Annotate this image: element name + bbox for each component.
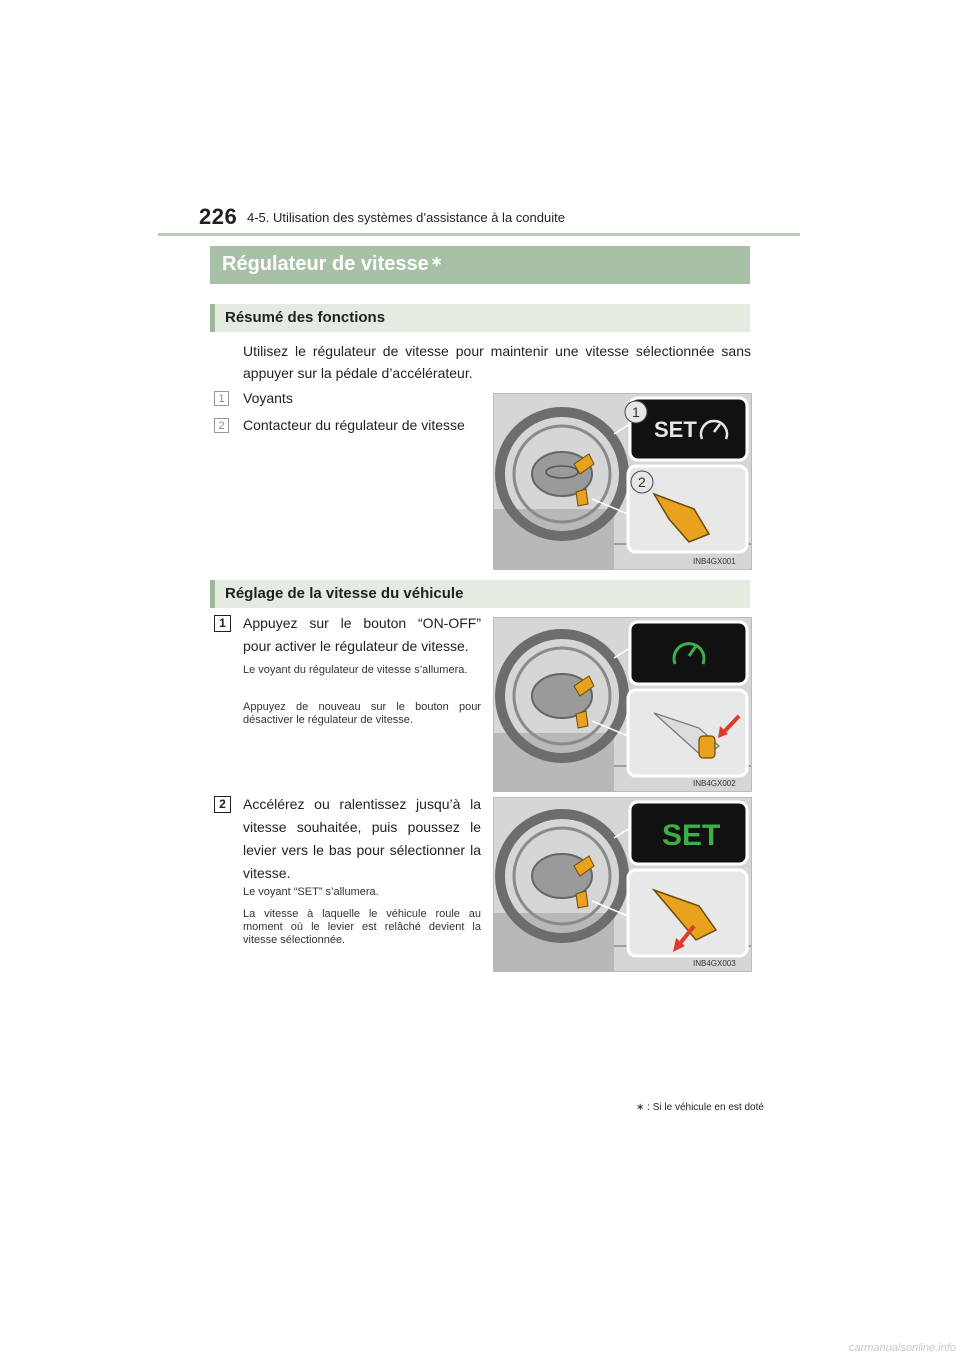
step-note: Appuyez de nouveau sur le bouton pour désactiver le régulateur de vitesse. — [243, 701, 481, 726]
callout-label: Contacteur du régulateur de vitesse — [243, 417, 465, 433]
figure-set-label: SET — [654, 417, 697, 442]
step-text: Accélérez ou ralentissez jusqu’à la vitesse souhaitée, puis poussez le levier vers le bas pour sélectionner la vitesse. — [243, 796, 481, 881]
title-band — [210, 246, 750, 284]
figure-indicators-switch — [493, 393, 752, 570]
figure-badge: 1 — [632, 404, 640, 420]
figure-code: INB4GX003 — [693, 959, 736, 968]
page-title-text: Régulateur de vitesse — [222, 253, 429, 275]
title-star: ∗ — [430, 253, 443, 269]
step-number: 1 — [214, 615, 231, 632]
figure-step2 — [493, 797, 752, 972]
figure-set-label: SET — [662, 819, 721, 852]
callout-label: Voyants — [243, 390, 293, 406]
page-number: 226 — [199, 204, 238, 229]
step-number: 2 — [214, 796, 231, 813]
figure-step1 — [493, 617, 752, 792]
section-title: 4-5. Utilisation des systèmes d’assistance à la conduite — [247, 210, 565, 225]
callout-number: 2 — [214, 418, 229, 433]
step-note: La vitesse à laquelle le véhicule roule au moment où le levier est relâché devient la vitesse sélectionnée. — [243, 908, 481, 946]
section-heading-text: Réglage de la vitesse du véhicule — [225, 585, 464, 602]
page-title — [222, 253, 442, 276]
step-note: Le voyant “SET” s’allumera. — [243, 886, 379, 898]
figure-badge: 2 — [638, 474, 646, 490]
callout-number: 1 — [214, 391, 229, 406]
footnote — [636, 1102, 764, 1113]
intro-paragraph: Utilisez le régulateur de vitesse pour maintenir une vitesse sélectionnée sans appuyer sur la pédale d’accélérateur. — [243, 343, 751, 381]
step-text: Appuyez sur le bouton “ON-OFF” pour activer le régulateur de vitesse. — [243, 615, 481, 654]
section-heading-summary — [210, 304, 750, 332]
watermark: carmanualsonline.info — [848, 1342, 956, 1354]
step-note: Le voyant du régulateur de vitesse s’allumera. — [243, 664, 468, 676]
footnote-text: : Si le véhicule en est doté — [647, 1102, 764, 1113]
footnote-star: ∗ — [636, 1102, 645, 1113]
header-divider — [158, 233, 800, 236]
figure-code: INB4GX002 — [693, 779, 736, 788]
section-heading-setting — [210, 580, 750, 608]
section-heading-text: Résumé des fonctions — [225, 309, 386, 326]
figure-code: INB4GX001 — [693, 557, 736, 566]
